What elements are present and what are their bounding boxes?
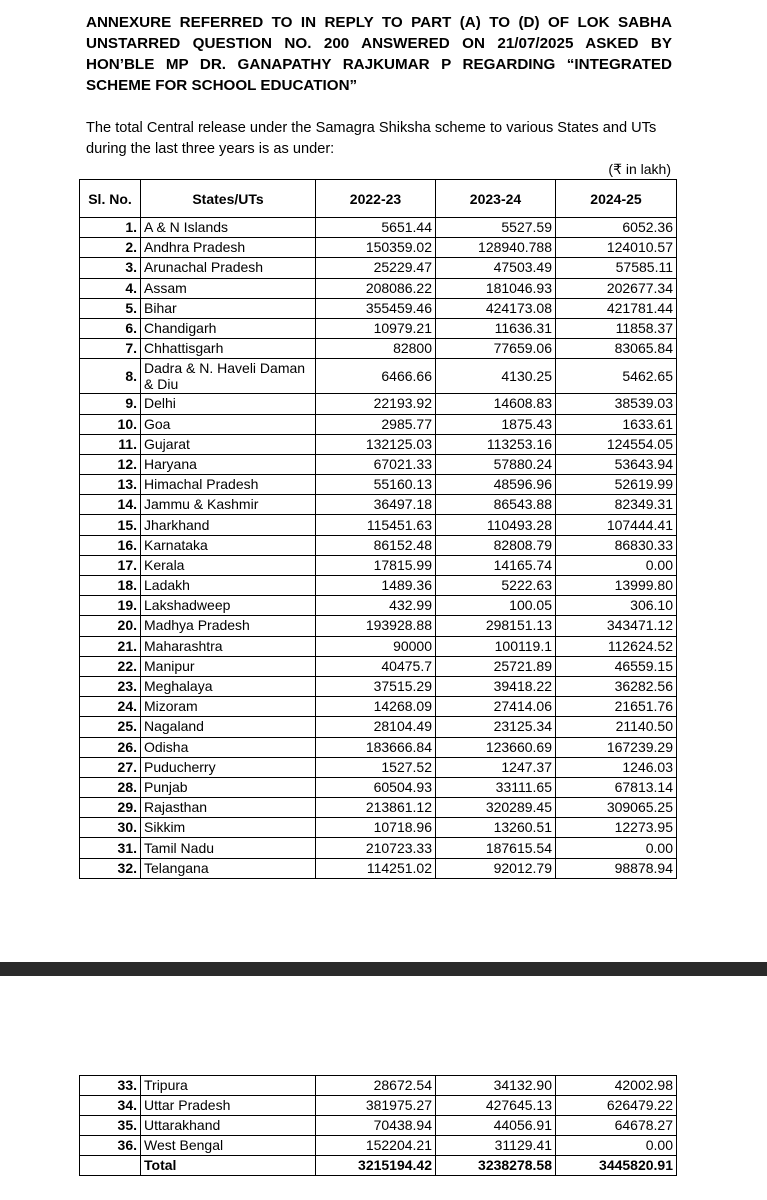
cell-sl-no: 11. bbox=[80, 434, 141, 454]
cell-2023-24: 11636.31 bbox=[436, 318, 556, 338]
unit-note: (₹ in lakh) bbox=[608, 161, 671, 177]
annexure-heading: ANNEXURE REFERRED TO IN REPLY TO PART (A) TO (D) OF LOK SABHA UNSTARRED QUESTION NO. 200 ANSWERED ON 21/07/2025 ASKED BY HON’BLE MP DR. GANAPATHY RAJKUMAR P REGARDING “INTEGRATED SCHEME FOR SCHOOL EDUCATION” bbox=[86, 14, 672, 94]
table-row bbox=[80, 737, 677, 757]
cell-2023-24: 123660.69 bbox=[436, 737, 556, 757]
header-states: States/UTs bbox=[141, 180, 316, 218]
table-row bbox=[80, 757, 677, 777]
cell-2022-23: 55160.13 bbox=[316, 475, 436, 495]
table-row bbox=[80, 616, 677, 636]
page-separator bbox=[0, 962, 767, 976]
table-row bbox=[80, 475, 677, 495]
cell-2023-24: 128940.788 bbox=[436, 238, 556, 258]
cell-sl-no: 14. bbox=[80, 495, 141, 515]
cell-2024-25: 21140.50 bbox=[556, 717, 677, 737]
cell-2024-25: 421781.44 bbox=[556, 298, 677, 318]
cell-2024-25: 107444.41 bbox=[556, 515, 677, 535]
cell-2023-24: 92012.79 bbox=[436, 858, 556, 878]
cell-2023-24: 39418.22 bbox=[436, 676, 556, 696]
cell-sl-no: 23. bbox=[80, 676, 141, 696]
table-row bbox=[80, 1136, 677, 1156]
cell-state-name: Tripura bbox=[141, 1076, 316, 1096]
cell-state-name: Madhya Pradesh bbox=[141, 616, 316, 636]
table-row bbox=[80, 454, 677, 474]
cell-state-name: Mizoram bbox=[141, 697, 316, 717]
cell-2023-24: 424173.08 bbox=[436, 298, 556, 318]
cell-sl-no: 6. bbox=[80, 318, 141, 338]
cell-2024-25: 1246.03 bbox=[556, 757, 677, 777]
cell-2023-24: 427645.13 bbox=[436, 1096, 556, 1116]
cell-2024-25: 626479.22 bbox=[556, 1096, 677, 1116]
cell-state-name: Kerala bbox=[141, 555, 316, 575]
cell-2024-25: 53643.94 bbox=[556, 454, 677, 474]
cell-sl-no: 28. bbox=[80, 777, 141, 797]
table-row bbox=[80, 359, 677, 394]
total-label: Total bbox=[141, 1156, 316, 1176]
table-row bbox=[80, 515, 677, 535]
cell-2022-23: 22193.92 bbox=[316, 394, 436, 414]
cell-state-name: Meghalaya bbox=[141, 676, 316, 696]
table-row bbox=[80, 697, 677, 717]
cell-2022-23: 114251.02 bbox=[316, 858, 436, 878]
cell-sl-no: 16. bbox=[80, 535, 141, 555]
cell-sl-no: 12. bbox=[80, 454, 141, 474]
cell-2024-25: 64678.27 bbox=[556, 1116, 677, 1136]
cell-sl-no: 26. bbox=[80, 737, 141, 757]
cell-state-name: Maharashtra bbox=[141, 636, 316, 656]
cell-2023-24: 27414.06 bbox=[436, 697, 556, 717]
cell-2024-25: 11858.37 bbox=[556, 318, 677, 338]
cell-2024-25: 12273.95 bbox=[556, 818, 677, 838]
cell-state-name: Rajasthan bbox=[141, 798, 316, 818]
cell-state-name: Dadra & N. Haveli Daman & Diu bbox=[141, 359, 316, 394]
cell-2023-24: 14165.74 bbox=[436, 555, 556, 575]
cell-2023-24: 5222.63 bbox=[436, 576, 556, 596]
cell-state-name: Karnataka bbox=[141, 535, 316, 555]
cell-2024-25: 112624.52 bbox=[556, 636, 677, 656]
cell-state-name: Punjab bbox=[141, 777, 316, 797]
cell-state-name: Telangana bbox=[141, 858, 316, 878]
cell-2023-24: 1875.43 bbox=[436, 414, 556, 434]
cell-2022-23: 60504.93 bbox=[316, 777, 436, 797]
table-row bbox=[80, 636, 677, 656]
cell-sl-no: 34. bbox=[80, 1096, 141, 1116]
cell-2024-25: 36282.56 bbox=[556, 676, 677, 696]
cell-2023-24: 100119.1 bbox=[436, 636, 556, 656]
cell-sl-no: 29. bbox=[80, 798, 141, 818]
table-row bbox=[80, 818, 677, 838]
cell-2024-25: 6052.36 bbox=[556, 218, 677, 238]
cell-2024-25: 57585.11 bbox=[556, 258, 677, 278]
cell-state-name: Jammu & Kashmir bbox=[141, 495, 316, 515]
cell-2022-23: 86152.48 bbox=[316, 535, 436, 555]
header-2022-23: 2022-23 bbox=[316, 180, 436, 218]
cell-2023-24: 44056.91 bbox=[436, 1116, 556, 1136]
total-2022-23: 3215194.42 bbox=[316, 1156, 436, 1176]
cell-sl-no: 19. bbox=[80, 596, 141, 616]
table-row bbox=[80, 278, 677, 298]
cell-2024-25: 46559.15 bbox=[556, 656, 677, 676]
cell-2022-23: 40475.7 bbox=[316, 656, 436, 676]
cell-state-name: Puducherry bbox=[141, 757, 316, 777]
table-header-row bbox=[80, 180, 677, 218]
table-row bbox=[80, 656, 677, 676]
table-row bbox=[80, 339, 677, 359]
cell-sl-no: 4. bbox=[80, 278, 141, 298]
cell-state-name: Himachal Pradesh bbox=[141, 475, 316, 495]
cell-state-name: Manipur bbox=[141, 656, 316, 676]
cell-2022-23: 28672.54 bbox=[316, 1076, 436, 1096]
cell-2024-25: 202677.34 bbox=[556, 278, 677, 298]
cell-2022-23: 213861.12 bbox=[316, 798, 436, 818]
cell-2023-24: 298151.13 bbox=[436, 616, 556, 636]
table-row bbox=[80, 535, 677, 555]
header-2024-25: 2024-25 bbox=[556, 180, 677, 218]
cell-sl-no: 31. bbox=[80, 838, 141, 858]
cell-2022-23: 14268.09 bbox=[316, 697, 436, 717]
cell-2023-24: 5527.59 bbox=[436, 218, 556, 238]
cell-2023-24: 320289.45 bbox=[436, 798, 556, 818]
cell-state-name: Uttarakhand bbox=[141, 1116, 316, 1136]
cell-2023-24: 34132.90 bbox=[436, 1076, 556, 1096]
cell-2022-23: 67021.33 bbox=[316, 454, 436, 474]
cell-sl-no: 7. bbox=[80, 339, 141, 359]
cell-state-name: Bihar bbox=[141, 298, 316, 318]
cell-2022-23: 10979.21 bbox=[316, 318, 436, 338]
cell-2024-25: 167239.29 bbox=[556, 737, 677, 757]
cell-2024-25: 82349.31 bbox=[556, 495, 677, 515]
cell-2022-23: 25229.47 bbox=[316, 258, 436, 278]
cell-sl-no: 27. bbox=[80, 757, 141, 777]
cell-2022-23: 90000 bbox=[316, 636, 436, 656]
table-row bbox=[80, 777, 677, 797]
intro-paragraph: The total Central release under the Samagra Shiksha scheme to various States and UTs during the last three years is as under: bbox=[86, 120, 657, 157]
cell-2024-25: 343471.12 bbox=[556, 616, 677, 636]
table-row bbox=[80, 717, 677, 737]
cell-state-name: Delhi bbox=[141, 394, 316, 414]
cell-2022-23: 183666.84 bbox=[316, 737, 436, 757]
cell-sl-no: 3. bbox=[80, 258, 141, 278]
table-row bbox=[80, 318, 677, 338]
cell-2024-25: 5462.65 bbox=[556, 359, 677, 394]
cell-sl-no: 2. bbox=[80, 238, 141, 258]
table-row bbox=[80, 238, 677, 258]
cell-2023-24: 23125.34 bbox=[436, 717, 556, 737]
cell-2023-24: 187615.54 bbox=[436, 838, 556, 858]
cell-2024-25: 306.10 bbox=[556, 596, 677, 616]
cell-sl-no: 21. bbox=[80, 636, 141, 656]
cell-2022-23: 2985.77 bbox=[316, 414, 436, 434]
cell-2023-24: 113253.16 bbox=[436, 434, 556, 454]
cell-2024-25: 83065.84 bbox=[556, 339, 677, 359]
table-row bbox=[80, 576, 677, 596]
cell-2023-24: 25721.89 bbox=[436, 656, 556, 676]
cell-state-name: Sikkim bbox=[141, 818, 316, 838]
table-row bbox=[80, 258, 677, 278]
cell-2022-23: 432.99 bbox=[316, 596, 436, 616]
table-row bbox=[80, 218, 677, 238]
cell-sl-no: 8. bbox=[80, 359, 141, 394]
table-row bbox=[80, 555, 677, 575]
cell-sl-no: 20. bbox=[80, 616, 141, 636]
table-row bbox=[80, 798, 677, 818]
cell-state-name: Arunachal Pradesh bbox=[141, 258, 316, 278]
table-row bbox=[80, 596, 677, 616]
table-row bbox=[80, 434, 677, 454]
cell-2023-24: 14608.83 bbox=[436, 394, 556, 414]
cell-state-name: Andhra Pradesh bbox=[141, 238, 316, 258]
cell-2022-23: 1527.52 bbox=[316, 757, 436, 777]
cell-2022-23: 17815.99 bbox=[316, 555, 436, 575]
cell-state-name: Gujarat bbox=[141, 434, 316, 454]
cell-sl-no: 24. bbox=[80, 697, 141, 717]
cell-2023-24: 48596.96 bbox=[436, 475, 556, 495]
table-row bbox=[80, 1096, 677, 1116]
cell-2022-23: 355459.46 bbox=[316, 298, 436, 318]
cell-2023-24: 13260.51 bbox=[436, 818, 556, 838]
cell-2024-25: 86830.33 bbox=[556, 535, 677, 555]
cell-state-name: Nagaland bbox=[141, 717, 316, 737]
cell-2022-23: 193928.88 bbox=[316, 616, 436, 636]
cell-state-name: Tamil Nadu bbox=[141, 838, 316, 858]
table-row bbox=[80, 495, 677, 515]
table-row bbox=[80, 394, 677, 414]
cell-sl-no: 32. bbox=[80, 858, 141, 878]
cell-2023-24: 77659.06 bbox=[436, 339, 556, 359]
cell-2023-24: 1247.37 bbox=[436, 757, 556, 777]
table-row bbox=[80, 298, 677, 318]
cell-2022-23: 37515.29 bbox=[316, 676, 436, 696]
cell-2024-25: 67813.14 bbox=[556, 777, 677, 797]
cell-2023-24: 181046.93 bbox=[436, 278, 556, 298]
cell-2024-25: 0.00 bbox=[556, 555, 677, 575]
cell-2024-25: 38539.03 bbox=[556, 394, 677, 414]
total-2023-24: 3238278.58 bbox=[436, 1156, 556, 1176]
cell-state-name: Uttar Pradesh bbox=[141, 1096, 316, 1116]
cell-2023-24: 86543.88 bbox=[436, 495, 556, 515]
cell-sl-no: 15. bbox=[80, 515, 141, 535]
cell-2022-23: 70438.94 bbox=[316, 1116, 436, 1136]
total-row bbox=[80, 1156, 677, 1176]
cell-2023-24: 110493.28 bbox=[436, 515, 556, 535]
cell-sl-no: 35. bbox=[80, 1116, 141, 1136]
cell-sl-no: 9. bbox=[80, 394, 141, 414]
cell-2024-25: 124010.57 bbox=[556, 238, 677, 258]
cell-sl-no: 10. bbox=[80, 414, 141, 434]
cell-2022-23: 1489.36 bbox=[316, 576, 436, 596]
cell-2022-23: 6466.66 bbox=[316, 359, 436, 394]
cell-sl-no: 33. bbox=[80, 1076, 141, 1096]
cell-2023-24: 57880.24 bbox=[436, 454, 556, 474]
cell-2024-25: 13999.80 bbox=[556, 576, 677, 596]
cell-state-name: Chhattisgarh bbox=[141, 339, 316, 359]
cell-2023-24: 33111.65 bbox=[436, 777, 556, 797]
cell-2024-25: 1633.61 bbox=[556, 414, 677, 434]
cell-sl-no: 17. bbox=[80, 555, 141, 575]
cell-2022-23: 115451.63 bbox=[316, 515, 436, 535]
cell-2022-23: 5651.44 bbox=[316, 218, 436, 238]
cell-sl-no: 30. bbox=[80, 818, 141, 838]
cell-sl-no: 1. bbox=[80, 218, 141, 238]
cell-2024-25: 98878.94 bbox=[556, 858, 677, 878]
cell-2022-23: 28104.49 bbox=[316, 717, 436, 737]
cell-2023-24: 31129.41 bbox=[436, 1136, 556, 1156]
cell-2023-24: 47503.49 bbox=[436, 258, 556, 278]
cell-2024-25: 0.00 bbox=[556, 1136, 677, 1156]
release-table-part-1 bbox=[79, 179, 677, 879]
cell-2023-24: 82808.79 bbox=[436, 535, 556, 555]
cell-state-name: Jharkhand bbox=[141, 515, 316, 535]
table-row bbox=[80, 1076, 677, 1096]
cell-2022-23: 10718.96 bbox=[316, 818, 436, 838]
cell-state-name: Goa bbox=[141, 414, 316, 434]
cell-2022-23: 36497.18 bbox=[316, 495, 436, 515]
table-row bbox=[80, 676, 677, 696]
cell-state-name: Ladakh bbox=[141, 576, 316, 596]
cell-2022-23: 381975.27 bbox=[316, 1096, 436, 1116]
cell-2024-25: 309065.25 bbox=[556, 798, 677, 818]
cell-sl-no: 18. bbox=[80, 576, 141, 596]
release-table-part-2 bbox=[79, 1075, 677, 1176]
table-row bbox=[80, 858, 677, 878]
cell-state-name: A & N Islands bbox=[141, 218, 316, 238]
cell-2024-25: 21651.76 bbox=[556, 697, 677, 717]
table-row bbox=[80, 414, 677, 434]
cell-sl-no: 13. bbox=[80, 475, 141, 495]
cell-2022-23: 150359.02 bbox=[316, 238, 436, 258]
cell-state-name: West Bengal bbox=[141, 1136, 316, 1156]
cell-2022-23: 132125.03 bbox=[316, 434, 436, 454]
cell-2023-24: 100.05 bbox=[436, 596, 556, 616]
cell-2022-23: 82800 bbox=[316, 339, 436, 359]
cell-2022-23: 152204.21 bbox=[316, 1136, 436, 1156]
cell-2022-23: 210723.33 bbox=[316, 838, 436, 858]
cell-sl-no: 36. bbox=[80, 1136, 141, 1156]
cell-sl-no: 22. bbox=[80, 656, 141, 676]
cell-state-name: Lakshadweep bbox=[141, 596, 316, 616]
table-row bbox=[80, 1116, 677, 1136]
cell-2024-25: 42002.98 bbox=[556, 1076, 677, 1096]
table-row bbox=[80, 838, 677, 858]
cell-sl-no: 5. bbox=[80, 298, 141, 318]
cell-2023-24: 4130.25 bbox=[436, 359, 556, 394]
cell-2024-25: 52619.99 bbox=[556, 475, 677, 495]
cell-sl-no bbox=[80, 1156, 141, 1176]
cell-sl-no: 25. bbox=[80, 717, 141, 737]
cell-2022-23: 208086.22 bbox=[316, 278, 436, 298]
header-2023-24: 2023-24 bbox=[436, 180, 556, 218]
cell-state-name: Assam bbox=[141, 278, 316, 298]
total-2024-25: 3445820.91 bbox=[556, 1156, 677, 1176]
cell-state-name: Odisha bbox=[141, 737, 316, 757]
cell-2024-25: 124554.05 bbox=[556, 434, 677, 454]
header-sl-no: Sl. No. bbox=[80, 180, 141, 218]
cell-2024-25: 0.00 bbox=[556, 838, 677, 858]
cell-state-name: Haryana bbox=[141, 454, 316, 474]
cell-state-name: Chandigarh bbox=[141, 318, 316, 338]
